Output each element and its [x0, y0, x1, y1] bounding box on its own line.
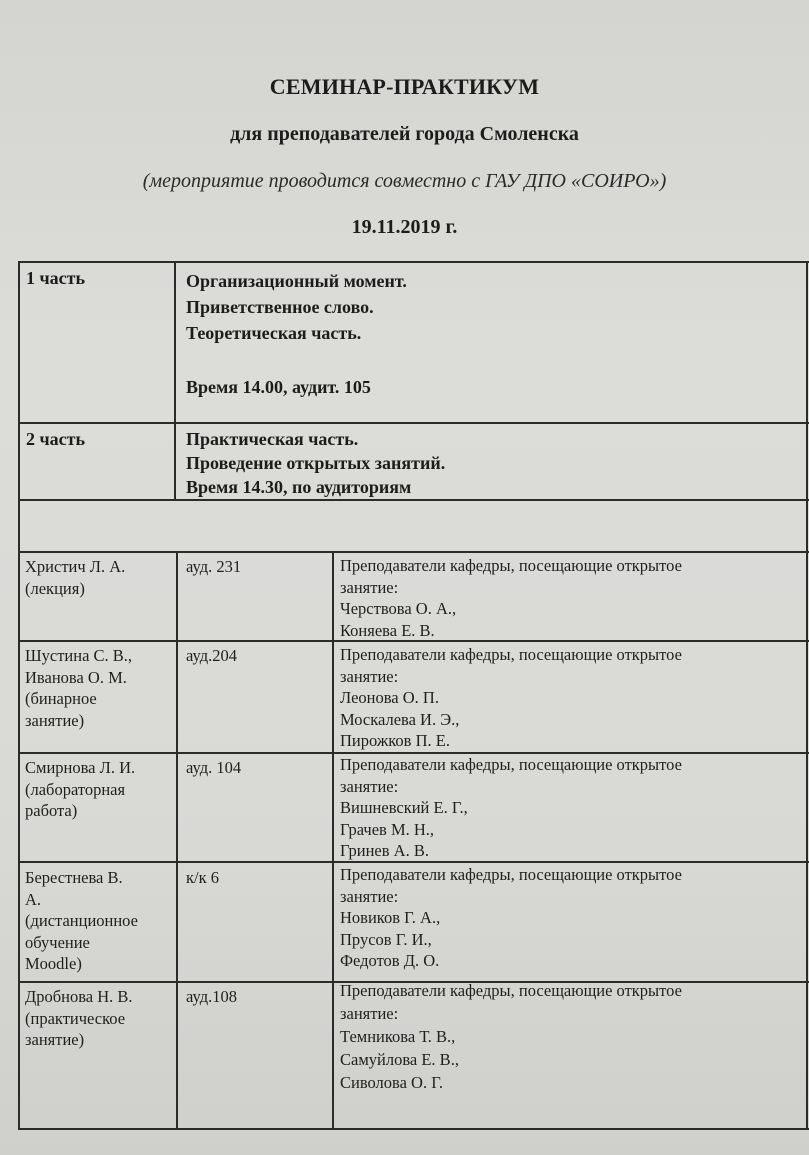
- table-border-sessions-divider2: [332, 551, 334, 1129]
- session-visitors: [340, 644, 682, 752]
- visitor-name: Черствова О. А.,: [340, 599, 457, 618]
- teacher-line: Христич Л. А.: [25, 557, 126, 576]
- table-border-spacer-bottom: [18, 551, 809, 553]
- visitors-label: Преподаватели кафедры, посещающие открытое: [340, 981, 682, 1000]
- visitor-name: Пирожков П. Е.: [340, 731, 450, 750]
- visitor-name: Самуйлова Е. В.,: [340, 1050, 459, 1069]
- visitor-name: Леонова О. П.: [340, 688, 439, 707]
- teacher-line: (бинарное: [25, 689, 97, 708]
- session-room: ауд.204: [186, 646, 237, 665]
- visitor-name: Вишневский Е. Г.,: [340, 798, 468, 817]
- part1-label: 1 часть: [26, 268, 86, 288]
- table-border-sessions-divider1: [176, 551, 178, 1129]
- document-note: (мероприятие проводится совместно с ГАУ ДПО «СОИРО»): [142, 170, 667, 192]
- visitors-label: занятие:: [340, 776, 399, 796]
- session-room: ауд.108: [186, 987, 237, 1006]
- part2-content: [186, 427, 445, 499]
- session-visitors: [340, 979, 682, 1094]
- session-visitors: [340, 555, 682, 641]
- table-border-part2-bottom: [18, 499, 809, 501]
- visitor-name: Гринев А. В.: [340, 841, 429, 860]
- teacher-line: занятие): [25, 1030, 85, 1049]
- session-teacher: [25, 757, 135, 822]
- teacher-line: Moodle): [25, 954, 82, 973]
- teacher-line: (лабораторная: [25, 779, 126, 799]
- visitors-label: Преподаватели кафедры, посещающие открытое: [340, 556, 682, 575]
- visitors-label: Преподаватели кафедры, посещающие открытое: [340, 755, 682, 774]
- session-teacher: [25, 986, 133, 1051]
- session-room: к/к 6: [186, 868, 219, 887]
- visitors-label: занятие:: [340, 886, 399, 906]
- visitor-name: Москалева И. Э.,: [340, 709, 460, 729]
- teacher-line: Иванова О. М.: [25, 667, 127, 687]
- part2-line: Проведение открытых занятий.: [186, 453, 446, 473]
- visitors-label: занятие:: [340, 1004, 399, 1023]
- part2-label: 2 часть: [26, 429, 86, 449]
- visitors-label: Преподаватели кафедры, посещающие открытое: [340, 865, 682, 884]
- part2-line: Практическая часть.: [186, 429, 359, 449]
- document-subtitle: для преподавателей города Смоленска: [230, 123, 579, 145]
- document-title: СЕМИНАР-ПРАКТИКУМ: [269, 74, 540, 99]
- visitor-name: Прусов Г. И.,: [340, 929, 432, 949]
- document-date: 19.11.2019 г.: [351, 216, 458, 238]
- part2-time: Время 14.30, по аудиториям: [186, 477, 412, 497]
- teacher-line: Смирнова Л. И.: [25, 758, 136, 777]
- table-border-parts-divider: [174, 261, 176, 500]
- teacher-line: (дистанционное: [25, 911, 138, 930]
- teacher-line: Дробнова Н. В.: [25, 987, 133, 1006]
- part1-time: Время 14.00, аудит. 105: [186, 377, 371, 397]
- table-border-left: [18, 261, 20, 1129]
- table-border-top: [18, 261, 809, 263]
- visitors-label: занятие:: [340, 666, 399, 686]
- visitor-name: Темникова Т. В.,: [340, 1027, 456, 1046]
- teacher-line: (практическое: [25, 1008, 126, 1028]
- table-border-right: [806, 261, 808, 1129]
- part1-line: Приветственное слово.: [186, 297, 374, 317]
- teacher-line: работа): [25, 801, 78, 820]
- visitor-name: Федотов Д. О.: [340, 951, 440, 970]
- session-teacher: [25, 556, 125, 599]
- visitor-name: Сиволова О. Г.: [340, 1073, 444, 1092]
- visitors-label: занятие:: [340, 577, 399, 597]
- visitors-label: Преподаватели кафедры, посещающие открытое: [340, 645, 682, 664]
- table-border-bottom: [18, 1128, 809, 1130]
- session-visitors: [340, 754, 682, 862]
- teacher-line: обучение: [25, 932, 90, 952]
- part1-content: [186, 268, 407, 346]
- session-visitors: [340, 864, 682, 972]
- session-teacher: [25, 867, 138, 975]
- part1-line: Теоретическая часть.: [186, 323, 362, 343]
- teacher-line: (лекция): [25, 578, 85, 598]
- table-border-part1-bottom: [18, 422, 809, 424]
- visitor-name: Грачев М. Н.,: [340, 819, 435, 839]
- session-room: ауд. 104: [186, 758, 242, 777]
- teacher-line: А.: [25, 889, 42, 909]
- visitor-name: Коняева Е. В.: [340, 620, 435, 640]
- part1-line: Организационный момент.: [186, 271, 407, 291]
- visitor-name: Новиков Г. А.,: [340, 908, 441, 927]
- session-room: ауд. 231: [186, 557, 242, 576]
- teacher-line: Шустина С. В.,: [25, 646, 133, 665]
- teacher-line: Берестнева В.: [25, 868, 123, 887]
- session-teacher: [25, 645, 132, 731]
- teacher-line: занятие): [25, 710, 85, 730]
